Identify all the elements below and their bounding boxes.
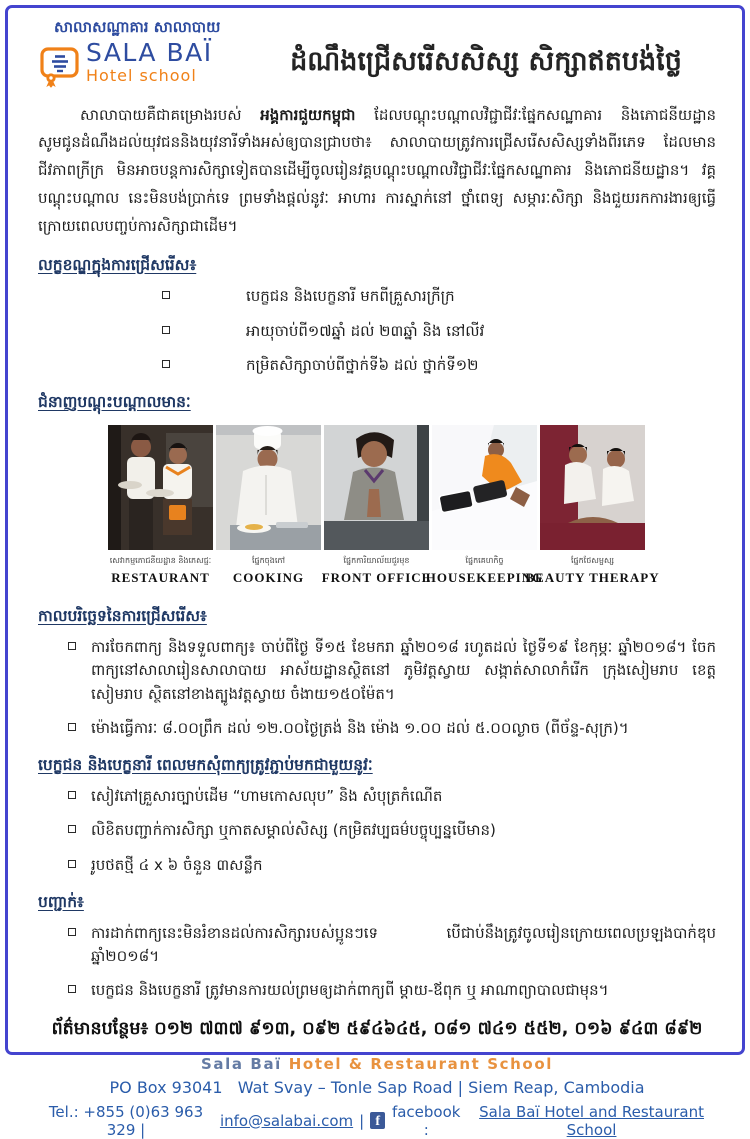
page-title: ដំណឹងជ្រើសរើសសិស្ស សិក្សាឥតបង់ថ្លៃ xyxy=(290,45,682,77)
certificate-logo-icon xyxy=(38,42,84,88)
list-item: លិខិតបញ្ជាក់ការសិក្សា ឬកាតសម្គាល់សិស្ស (កម្រិតវប្បធម៌បច្ចុប្បន្នបើមាន) xyxy=(68,819,716,842)
bullet-square-icon xyxy=(68,860,76,868)
footer-school-name xyxy=(38,1055,716,1073)
list-item: បេក្ខជន និងបេក្ខនារី មកពីគ្រួសារក្រីក្រ xyxy=(162,285,716,308)
bullet-square-icon xyxy=(68,985,76,993)
logo-block xyxy=(38,18,256,88)
housekeeping-photo xyxy=(432,425,537,550)
school-name-khmer: សាលាសណ្ឋាគារ សាលាបាយ xyxy=(54,18,221,36)
conditions-list xyxy=(38,285,716,377)
bullet-square-icon xyxy=(68,928,76,936)
list-item: សៀវភៅគ្រួសារច្បាប់ដើម “ហាមកោសលុប” និង សំបុត្រកំណើត xyxy=(68,785,716,808)
footer-tel: Tel.: +855 (0)63 963 329 | xyxy=(48,1102,204,1139)
cooking-photo xyxy=(216,425,321,550)
bullet-square-icon xyxy=(162,291,170,299)
footer-contact-line xyxy=(38,1103,716,1139)
footer-school-name-part2: Hotel & Restaurant School xyxy=(288,1054,553,1073)
facebook-icon: f xyxy=(370,1112,385,1129)
photo-caption-khmer: ផ្នែកចុងភៅ xyxy=(251,556,285,565)
facebook-label: facebook : xyxy=(391,1102,461,1139)
footer-school-name-part1: Sala Baï xyxy=(201,1054,282,1073)
photo-caption-khmer: ផ្នែកគេហកិច្ច xyxy=(465,556,504,565)
flyer xyxy=(38,10,716,1139)
intro-bold-org-name: អង្គការជួយកម្ពុជា xyxy=(260,105,356,124)
contact-phone-numbers: ព័ត៌មានបន្ថែម៖ ០១២ ៧៣៧ ៩១៣, ០៩២ ៥៩៤៦៤៥, ០៨១ ៧៤១ ៥៥២, ០១៦ ៩៤៣ ៨៩២ xyxy=(51,1018,703,1039)
list-item: ការចែកពាក្យ និងទទួលពាក្យ៖ ចាប់ពីថ្ងៃ ទី១៥ ខែមករា ឆ្នាំ២០១៨ រហូតដល់ ថ្ងៃទី១៩ ខែកុម្ភៈ ឆ្នាំ២០១៨។ ចែកពាក្យនៅសាលារៀនសាលាបាយ អាស័យដ្ឋានស្ថិតនៅ ភូមិវត្តស្វាយ សង្កាត់សាលាកំរើក ក្រុងសៀមរាប ខេត្តសៀមរាប ស្ថិតនៅខាងត្បូងវត្តស្វាយ ចំងាយ១៥០ម៉ែត។ xyxy=(68,636,716,706)
photo-caption-english: HOUSEKEEPING xyxy=(425,570,544,585)
photo-column-housekeeping xyxy=(425,425,544,586)
bullet-square-icon xyxy=(68,642,76,650)
bullet-square-icon xyxy=(68,825,76,833)
note-list xyxy=(38,922,716,1003)
email-link[interactable]: info@salabai.com xyxy=(219,1111,354,1130)
list-item: កម្រិតសិក្សាចាប់ពីថ្នាក់ទី៦ ដល់ ថ្នាក់ទី១២ xyxy=(162,354,716,377)
photo-column-restaurant xyxy=(108,425,213,586)
section-heading-dates: កាលបរិច្ឆេទនៃការជ្រើសរើស៖ xyxy=(38,607,207,625)
section-heading-documents: បេក្ខជន និងបេក្ខនារី ពេលមកសុំពាក្យត្រូវភ្ជាប់មកជាមួយនូវៈ xyxy=(38,756,373,774)
photo-column-cooking xyxy=(216,425,321,586)
list-item: អាយុចាប់ពី១៧ឆ្នាំ ដល់ ២៣ឆ្នាំ និង នៅលីវ xyxy=(162,320,716,343)
section-heading-conditions: លក្ខខណ្ឌក្នុងការជ្រើសរើស៖ xyxy=(38,256,197,275)
list-item: បេក្ខជន និងបេក្ខនារី ត្រូវមានការយល់ព្រមឲ្យដាក់ពាក្យពី ម្ដាយ-ឪពុក ឬ អាណាព្យាបាលជាមុន។ xyxy=(68,979,716,1002)
beauty-therapy-photo xyxy=(540,425,645,550)
logo-subtitle: Hotel school xyxy=(86,65,197,85)
documents-list xyxy=(38,785,716,877)
photo-column-beauty-therapy xyxy=(525,425,660,586)
logo-wordmark: SALA BAÏ xyxy=(86,37,213,67)
bullet-square-icon xyxy=(162,360,170,368)
intro-part2: ដែលបណ្ដុះបណ្ដាលវិជ្ជាជីវៈផ្នែកសណ្ឋាគារ និងភោជនីយដ្ឋាន សូមជូនដំណឹងដល់យុវជននិងយុវនារីទាំងអស់ឲ្យបានជ្រាបថា៖ សាលាបាយត្រូវការជ្រើសរើសសិស្សទាំងពីរភេទ ដែលមានជីវភាពក្រីក្រ មិនអាចបន្តការសិក្សាទៀតបានដើម្បីចូលរៀនវគ្គបណ្ដុះបណ្ដាលវិជ្ជាជីវៈផ្នែកសណ្ឋាគារ និងភោជនីយដ្ឋាន។ វគ្គបណ្ដុះបណ្ដាល នេះមិនបង់ប្រាក់ទេ ព្រមទាំងផ្ដល់នូវៈ អាហារ ការស្នាក់នៅ ថ្នាំពេទ្យ សម្ភារៈសិក្សា និងជួយរកការងារឲ្យធ្វើក្រោយពេលបញ្ចប់ការសិក្សាជាដើម។ xyxy=(38,105,716,235)
photo-caption-khmer: ផ្នែកថែសម្ផស្ស xyxy=(570,556,614,565)
photo-caption-english: COOKING xyxy=(232,570,305,585)
photo-caption-khmer: សេវាកម្មភោជនីយដ្ឋាន និងភេសជ្ជៈ xyxy=(109,556,212,565)
facebook-page-link[interactable]: Sala Baï Hotel and Restaurant School xyxy=(479,1102,704,1139)
restaurant-photo xyxy=(108,425,213,550)
photo-caption-english: BEAUTY THERAPY xyxy=(525,570,660,585)
intro-paragraph xyxy=(38,102,716,241)
photo-column-front-office xyxy=(321,425,432,586)
bullet-square-icon xyxy=(68,723,76,731)
list-item: រូបថតថ្មី ៤ x ៦ ចំនួន ៣សន្លឹក xyxy=(68,854,716,877)
header xyxy=(38,18,716,88)
footer xyxy=(38,1055,716,1139)
list-item: ម៉ោងធ្វើការៈ ៨.០០ព្រឹក ដល់ ១២.០០ថ្ងៃត្រង់ និង ម៉ោង ១.០០ ដល់ ៥.០០ល្ងាច (ពីច័ន្ទ-សុក្រ)។ xyxy=(68,717,716,740)
photo-caption-khmer: ផ្នែកការិយាល័យជួរមុខ xyxy=(343,556,410,565)
bullet-square-icon xyxy=(162,326,170,334)
intro-part1: សាលាបាយគឺជាគម្រោងរបស់ xyxy=(80,105,261,124)
list-item: ការដាក់ពាក្យនេះមិនរំខានដល់ការសិក្សារបស់ប្អូនៗទេ បើជាប់នឹងត្រូវចូលរៀនក្រោយពេលប្រឡងបាក់ឌុបឆ្នាំ២០១៨។ xyxy=(68,922,716,969)
training-photos xyxy=(108,425,716,586)
footer-separator: | xyxy=(359,1111,365,1130)
section-heading-note: បញ្ជាក់៖ xyxy=(38,892,84,911)
front-office-photo xyxy=(324,425,429,550)
bullet-square-icon xyxy=(68,791,76,799)
photo-caption-english: FRONT OFFICE xyxy=(321,570,432,585)
photo-caption-english: RESTAURANT xyxy=(111,570,210,585)
footer-address: PO Box 93041 Wat Svay – Tonle Sap Road | Siem Reap, Cambodia xyxy=(109,1077,645,1097)
dates-list xyxy=(38,636,716,740)
section-heading-skills: ជំនាញបណ្ដុះបណ្ដាលមានៈ xyxy=(38,393,191,411)
